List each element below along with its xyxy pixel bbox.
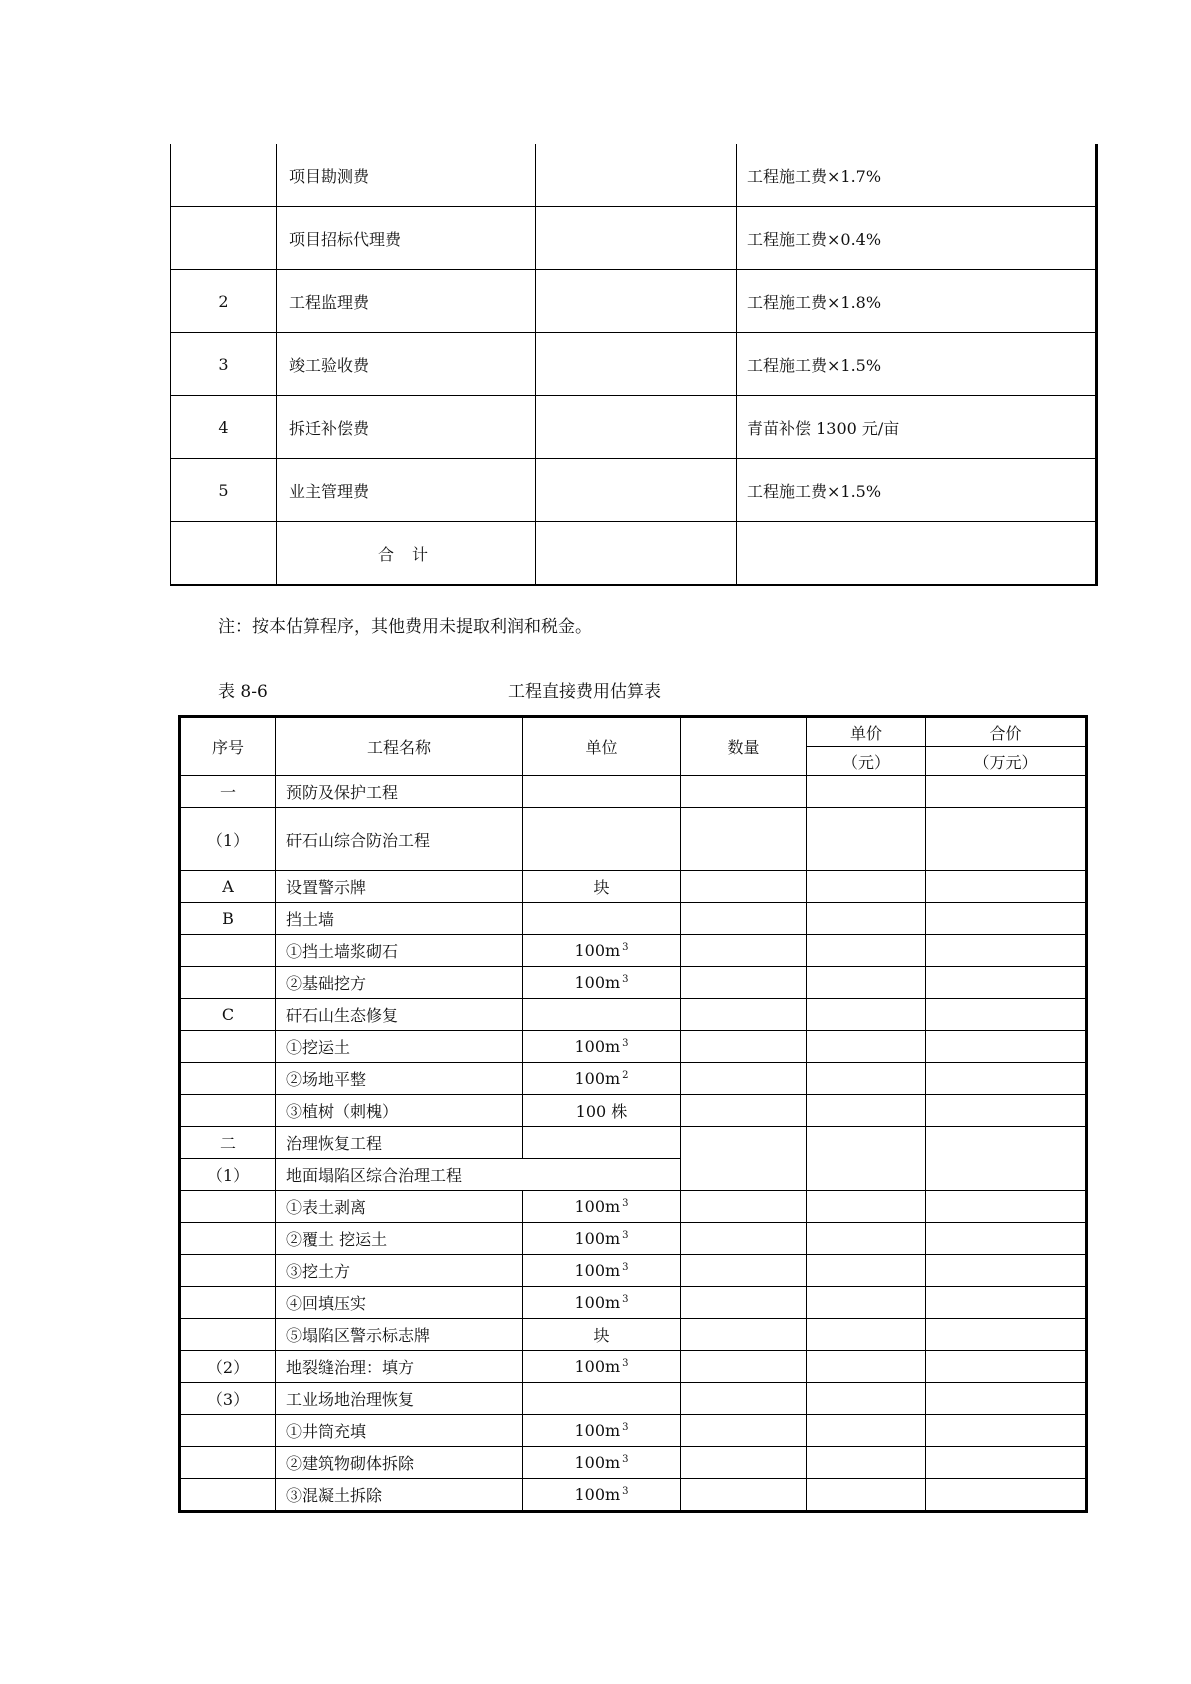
row-name: 治理恢复工程 (276, 1127, 523, 1159)
row-qty (681, 1127, 807, 1159)
table-row (180, 808, 1087, 871)
row-price (807, 1095, 926, 1127)
row-no (180, 1191, 276, 1223)
header-no: 序号 (180, 717, 276, 776)
row-qty (681, 967, 807, 999)
row-qty (681, 935, 807, 967)
unit-exponent: 3 (622, 1485, 629, 1497)
header-row (180, 717, 1087, 747)
header-price-unit: （元） (807, 747, 926, 776)
unit-exponent: 3 (622, 1261, 629, 1273)
row-unit (523, 935, 681, 967)
header-unit: 单位 (523, 717, 681, 776)
table-row (180, 1447, 1087, 1479)
unit-text: 100m (574, 1037, 621, 1056)
row-qty (681, 1319, 807, 1351)
table-row (180, 871, 1087, 903)
row-total (926, 1447, 1087, 1479)
row-price (807, 967, 926, 999)
row-total (926, 1351, 1087, 1383)
table-row (180, 1095, 1087, 1127)
row-no (180, 967, 276, 999)
row-unit (523, 999, 681, 1031)
row-unit (523, 1255, 681, 1287)
row-note: 工程施工费×0.4% (737, 207, 1097, 270)
row-price (807, 1447, 926, 1479)
row-total (926, 1287, 1087, 1319)
table-row (171, 459, 1097, 522)
row-unit (523, 776, 681, 808)
row-qty (681, 1063, 807, 1095)
row-no (171, 144, 277, 207)
row-name: ②基础挖方 (276, 967, 523, 999)
total-row (171, 522, 1097, 586)
row-value (536, 207, 737, 270)
row-no (180, 1415, 276, 1447)
row-note: 工程施工费×1.5% (737, 459, 1097, 522)
row-unit (523, 1415, 681, 1447)
row-unit (523, 1447, 681, 1479)
row-price (807, 1223, 926, 1255)
unit-exponent: 2 (622, 1069, 629, 1081)
row-name: 矸石山生态修复 (276, 999, 523, 1031)
header-price: 单价 (807, 717, 926, 747)
row-total (926, 1031, 1087, 1063)
row-price (807, 1191, 926, 1223)
row-total (926, 903, 1087, 935)
row-no: （1） (180, 808, 276, 871)
row-qty (681, 999, 807, 1031)
row-unit (523, 1063, 681, 1095)
row-name: 矸石山综合防治工程 (276, 808, 523, 871)
row-total (926, 1063, 1087, 1095)
unit-text: 100m (574, 1421, 621, 1440)
row-qty (681, 903, 807, 935)
row-qty (681, 871, 807, 903)
row-qty (681, 1447, 807, 1479)
row-name: 工程监理费 (277, 270, 536, 333)
total-value (536, 522, 737, 586)
row-price (807, 1287, 926, 1319)
row-unit (523, 1319, 681, 1351)
row-total (926, 1191, 1087, 1223)
row-price (807, 1031, 926, 1063)
total-note (737, 522, 1097, 586)
row-no: 4 (171, 396, 277, 459)
row-price (807, 1479, 926, 1512)
table-row (180, 776, 1087, 808)
row-name: 项目勘测费 (277, 144, 536, 207)
row-unit (523, 1191, 681, 1223)
direct-cost-table (178, 715, 1088, 1513)
table-row (171, 396, 1097, 459)
row-name: 拆迁补偿费 (277, 396, 536, 459)
row-total (926, 871, 1087, 903)
row-price (807, 1063, 926, 1095)
total-label: 合计 (277, 522, 536, 586)
row-qty (681, 1479, 807, 1512)
row-name: 工业场地治理恢复 (276, 1383, 523, 1415)
unit-text: 100m (574, 941, 621, 960)
table-row (180, 1287, 1087, 1319)
row-note: 工程施工费×1.8% (737, 270, 1097, 333)
row-value (536, 333, 737, 396)
row-price (807, 999, 926, 1031)
row-unit (523, 1351, 681, 1383)
unit-text: 100m (574, 1261, 621, 1280)
row-total (926, 1095, 1087, 1127)
row-price (807, 808, 926, 871)
row-total (926, 1255, 1087, 1287)
row-price (807, 1159, 926, 1191)
table-row (180, 1383, 1087, 1415)
row-qty (681, 1031, 807, 1063)
row-value (536, 270, 737, 333)
row-name: 项目招标代理费 (277, 207, 536, 270)
row-name: 地面塌陷区综合治理工程 (276, 1159, 681, 1191)
table-row (180, 1223, 1087, 1255)
unit-exponent: 3 (622, 973, 629, 985)
row-total (926, 967, 1087, 999)
row-total (926, 1479, 1087, 1512)
header-qty: 数量 (681, 717, 807, 776)
row-qty (681, 808, 807, 871)
row-no: （1） (180, 1159, 276, 1191)
row-unit (523, 903, 681, 935)
row-price (807, 1127, 926, 1159)
table-row (180, 1063, 1087, 1095)
row-name: 地裂缝治理：填方 (276, 1351, 523, 1383)
row-price (807, 935, 926, 967)
row-no (171, 207, 277, 270)
row-name: 设置警示牌 (276, 871, 523, 903)
unit-text: 100m (574, 1293, 621, 1312)
row-unit (523, 871, 681, 903)
row-no (180, 1095, 276, 1127)
row-no: B (180, 903, 276, 935)
row-name: ④回填压实 (276, 1287, 523, 1319)
row-price (807, 871, 926, 903)
table-footnote: 注：按本估算程序，其他费用未提取利润和税金。 (218, 617, 592, 637)
row-unit (523, 1127, 681, 1159)
unit-exponent: 3 (622, 1293, 629, 1305)
row-no: 3 (171, 333, 277, 396)
row-qty (681, 1223, 807, 1255)
table-number: 表 8-6 (218, 682, 268, 702)
table-row (180, 903, 1087, 935)
row-qty (681, 1095, 807, 1127)
row-name: ②场地平整 (276, 1063, 523, 1095)
row-total (926, 1415, 1087, 1447)
row-name: 预防及保护工程 (276, 776, 523, 808)
row-qty (681, 1255, 807, 1287)
row-name: 业主管理费 (277, 459, 536, 522)
row-name: 挡土墙 (276, 903, 523, 935)
row-name: ③挖土方 (276, 1255, 523, 1287)
row-no: 二 (180, 1127, 276, 1159)
row-no (180, 1255, 276, 1287)
unit-exponent: 3 (622, 1357, 629, 1369)
unit-exponent: 3 (622, 1197, 629, 1209)
unit-text: 100m (574, 1069, 621, 1088)
unit-text: 100m (574, 973, 621, 992)
unit-text: 100m (574, 1229, 621, 1248)
row-unit (523, 1031, 681, 1063)
total-no (171, 522, 277, 586)
row-name: ③混凝土拆除 (276, 1479, 523, 1512)
unit-exponent: 3 (622, 1421, 629, 1433)
table-row (180, 999, 1087, 1031)
row-total (926, 999, 1087, 1031)
row-name: 竣工验收费 (277, 333, 536, 396)
unit-exponent: 3 (622, 1037, 629, 1049)
row-total (926, 1319, 1087, 1351)
row-total (926, 1223, 1087, 1255)
row-total (926, 935, 1087, 967)
table-row (180, 1031, 1087, 1063)
unit-text: 100m (574, 1357, 621, 1376)
row-qty (681, 1191, 807, 1223)
row-no (180, 1063, 276, 1095)
row-note: 工程施工费×1.7% (737, 144, 1097, 207)
table-row (180, 1351, 1087, 1383)
row-total (926, 1159, 1087, 1191)
unit-exponent: 3 (622, 941, 629, 953)
row-no: A (180, 871, 276, 903)
row-qty (681, 1351, 807, 1383)
unit-text: 100 株 (575, 1102, 628, 1121)
row-name: ①挡土墙浆砌石 (276, 935, 523, 967)
row-name: ⑤塌陷区警示标志牌 (276, 1319, 523, 1351)
row-no (180, 1223, 276, 1255)
row-no: 5 (171, 459, 277, 522)
table-row (171, 333, 1097, 396)
row-no: C (180, 999, 276, 1031)
table-row (180, 1479, 1087, 1512)
row-no: 一 (180, 776, 276, 808)
row-price (807, 1415, 926, 1447)
row-total (926, 1127, 1087, 1159)
row-price (807, 1255, 926, 1287)
row-unit (523, 1223, 681, 1255)
table-row (171, 270, 1097, 333)
row-total (926, 808, 1087, 871)
row-no (180, 1479, 276, 1512)
row-total (926, 1383, 1087, 1415)
row-name: ①井筒充填 (276, 1415, 523, 1447)
row-total (926, 776, 1087, 808)
row-qty (681, 1383, 807, 1415)
row-unit (523, 1383, 681, 1415)
table-row (180, 967, 1087, 999)
row-qty (681, 776, 807, 808)
row-no: （3） (180, 1383, 276, 1415)
unit-text: 100m (574, 1485, 621, 1504)
table-row (180, 1319, 1087, 1351)
row-unit (523, 1287, 681, 1319)
row-unit (523, 1479, 681, 1512)
table-row (180, 1415, 1087, 1447)
table-row (180, 1191, 1087, 1223)
row-no (180, 1031, 276, 1063)
unit-exponent: 3 (622, 1453, 629, 1465)
table-row (171, 207, 1097, 270)
row-price (807, 1383, 926, 1415)
row-name: ②覆土 挖运土 (276, 1223, 523, 1255)
unit-exponent: 3 (622, 1229, 629, 1241)
unit-text: 100m (574, 1197, 621, 1216)
row-no: 2 (171, 270, 277, 333)
row-qty (681, 1415, 807, 1447)
row-value (536, 459, 737, 522)
unit-text: 块 (593, 878, 610, 897)
unit-text: 100m (574, 1453, 621, 1472)
row-no: （2） (180, 1351, 276, 1383)
unit-text: 块 (593, 1326, 610, 1345)
row-name: ①挖运土 (276, 1031, 523, 1063)
table-row (171, 144, 1097, 207)
cost-table-continued (170, 144, 1098, 586)
row-no (180, 1287, 276, 1319)
header-total: 合价 (926, 717, 1087, 747)
table-row (180, 1127, 1087, 1159)
row-price (807, 1351, 926, 1383)
row-name: ②建筑物砌体拆除 (276, 1447, 523, 1479)
row-no (180, 1319, 276, 1351)
row-note: 青苗补偿 1300 元/亩 (737, 396, 1097, 459)
table-row (180, 1255, 1087, 1287)
row-no (180, 935, 276, 967)
header-total-unit: （万元） (926, 747, 1087, 776)
row-note: 工程施工费×1.5% (737, 333, 1097, 396)
row-no (180, 1447, 276, 1479)
row-price (807, 1319, 926, 1351)
row-unit (523, 1095, 681, 1127)
header-name: 工程名称 (276, 717, 523, 776)
row-name: ①表土剥离 (276, 1191, 523, 1223)
row-price (807, 776, 926, 808)
table-row (180, 1159, 1087, 1191)
table-row (180, 935, 1087, 967)
row-price (807, 903, 926, 935)
row-unit (523, 967, 681, 999)
row-value (536, 396, 737, 459)
table-title: 工程直接费用估算表 (508, 682, 661, 702)
row-name: ③植树（刺槐） (276, 1095, 523, 1127)
row-value (536, 144, 737, 207)
row-unit (523, 808, 681, 871)
row-qty (681, 1287, 807, 1319)
row-qty (681, 1159, 807, 1191)
